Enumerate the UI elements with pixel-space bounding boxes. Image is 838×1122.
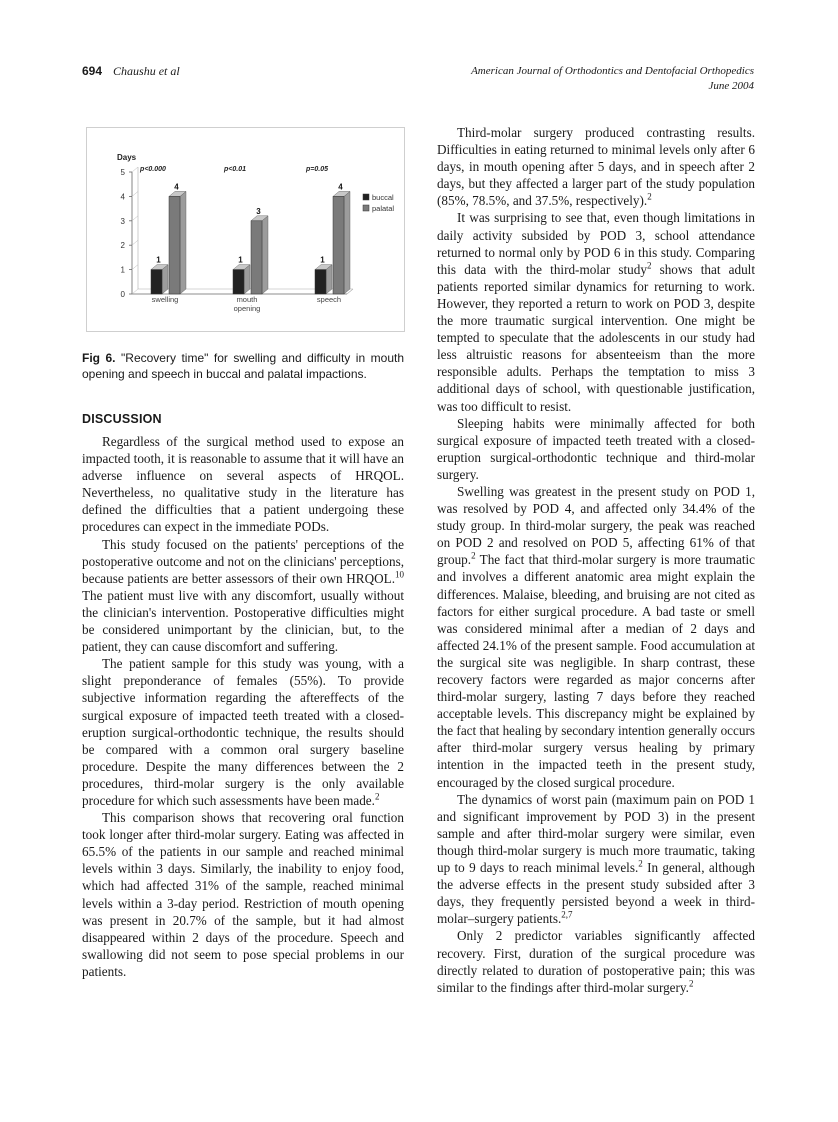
paragraph: This study focused on the patients' perceptions of the postoperative outcome and not on the clinicians' perceptions, because patients are better assessors of their own HRQOL.$^{10}$ The patient must live with any discomfort, usually without the clinician's intervention. Postoperative difficulties might be considered unimportant by the clinician, but, to the patient, they can cause discomfort and suffering. <box>82 536 404 655</box>
y-tick-label: 2 <box>120 241 125 251</box>
running-authors: Chaushu et al <box>113 64 180 78</box>
x-category-label: mouth <box>236 295 258 304</box>
legend-swatch-palatal <box>363 205 369 211</box>
paragraph: The dynamics of worst pain (maximum pain on POD 1 and significant improvement by POD 3) in the present sample and after third-molar surgery were similar, even though third-molar surgery is much more traumatic, taking up to 9 days to reach minimal levels.$^2$ In general, although the adverse effects in the present study subsided after 3 days, they frequently persisted beyond a week in third-molar–surgery patients.$^{2,7}$ <box>437 791 755 927</box>
x-category-label: speech <box>316 295 342 304</box>
legend-swatch-buccal <box>363 194 369 200</box>
running-header-left <box>82 64 180 79</box>
bar-buccal-1 <box>233 270 244 294</box>
p-value-label: p=0.05 <box>306 166 328 173</box>
citation: 2,7 <box>561 909 573 920</box>
y-tick-depth <box>132 289 138 294</box>
left-column-text <box>82 433 404 980</box>
y-tick-label: 5 <box>120 168 125 177</box>
bar-palatal-2 <box>333 196 344 294</box>
x-category-label: swelling <box>151 295 179 304</box>
paragraph: Third-molar surgery produced contrasting results. Difficulties in eating returned to minimal levels only after 6 days, in mouth opening after 5 days, and in speech after 2 days, but they affected a larger part of the study population (85%, 78.5%, and 37.5%, respectively).$^2$ <box>437 125 755 209</box>
bar-palatal-1-value-label: 3 <box>256 206 261 216</box>
p-value-label: p<0.01 <box>224 166 246 173</box>
running-header-right <box>394 64 754 94</box>
y-tick-label: 4 <box>120 192 125 202</box>
citation: 2 <box>646 260 652 271</box>
citation: 2 <box>647 191 652 202</box>
citation: 10 <box>395 569 404 580</box>
journal-title: American Journal of Orthodontics and Dentofacial Orthopedics <box>471 65 754 77</box>
paragraph: Swelling was greatest in the present study on POD 1, was resolved by POD 4, and affected only 34.4% of the study group. In third-molar surgery, the peak was reached on POD 2 and resolved on POD 5, affecting 61% of that group.$^2$ The fact that third-molar surgery is more traumatic and involves a different anatomic area might explain the differences. Malaise, bleeding, and bruising are not cited as factors for either surgical procedure. A bad taste or smell was considered minimal after a median of 2 days and affected 24.1% of the present sample. Food accumulation at the surgical site was negligible. In sharp contrast, these recovery factors were regarded as major concerns after third-molar surgery, lasting 7 days before they reached acceptable levels. This discrepancy might be explained by the fact that healing by secondary intention generally occurs after third-molar surgery versus healing by primary intention in the impacted teeth in the present study, encouraged by the closed surgical procedure. <box>437 483 755 790</box>
paragraph: The patient sample for this study was young, with a slight preponderance of females (55%). To provide subjective information regarding the aftereffects of the surgical exposure of impacted teeth treated with a closed-eruption surgical-orthodontic technique, the results should be compared with a common oral surgery baseline procedure. Despite the many differences between the 2 procedures, third-molar surgery is the only available procedure for which such assessments have been made.$^2$ <box>82 656 404 808</box>
legend-label-buccal: buccal <box>372 193 394 202</box>
paragraph: It was surprising to see that, even though limitations in daily activity subsided by POD 3, school attendance returned to normal only by POD 6 in this study. Comparing this data with the third-molar study$^2$ shows that adult patients reported similar dynamics for returning to work. However, they reported a return to work on POD 3, despite the more traumatic surgical intervention. One might be tempted to speculate that the adolescents in our study had less altruistic reasons for absenteeism than the more responsible adults. Perhaps the temptation to miss 3 additional days of school, with questionable justification, was too difficult to resist. <box>437 210 755 414</box>
paragraph: This comparison shows that recovering oral function took longer after third-molar surgery. Eating was affected in 65.5% of the patients in our sample and reached minimal levels within 3 days. Similarly, the inability to enjoy food, which had affected 31% of the sample, reached minimal levels within a 3-day period. Restriction of mouth opening was present in 20.7% of the sample, but it had almost disappeared within 2 days of the procedure. Speech and swallowing did not seem to pose special problems in our patients. <box>82 810 404 979</box>
citation: 2 <box>374 791 380 802</box>
recovery-time-chart <box>87 128 404 331</box>
section-heading-discussion: DISCUSSION <box>82 412 162 426</box>
y-tick-label: 3 <box>120 216 125 226</box>
bar-buccal-0-value-label: 1 <box>156 255 161 265</box>
y-tick-depth <box>132 216 138 221</box>
bar-palatal-2-value-label: 4 <box>338 182 343 192</box>
figure-6-box <box>86 127 405 332</box>
bar-buccal-1-value-label: 1 <box>238 255 243 265</box>
bar-buccal-2-value-label: 1 <box>320 255 325 265</box>
bar-palatal-2-side <box>344 191 350 294</box>
bar-buccal-0 <box>151 270 162 294</box>
bar-palatal-0-side <box>180 191 186 294</box>
citation: 2 <box>638 858 643 869</box>
bar-palatal-1 <box>251 221 262 294</box>
paragraph: Only 2 predictor variables significantly affected recovery. First, duration of the surgical procedure was directly related to duration of postoperative pain; this was similar to the findings after third-molar surgery.$^2$ <box>437 928 755 995</box>
x-category-label: opening <box>233 304 261 313</box>
y-axis-label: Days <box>117 153 137 162</box>
paragraph: Regardless of the surgical method used to expose an impacted tooth, it is reasonable to assume that it will have an adverse influence on several aspects of HRQOL. Nevertheless, no qualitative study in the literature has defined the difficulties that a patient undergoing these procedures can expect in the immediate PODs. <box>82 434 404 535</box>
right-column-text <box>437 124 755 996</box>
citation: 2 <box>688 978 694 989</box>
bar-palatal-1-side <box>262 216 268 294</box>
y-tick-label: 0 <box>120 290 125 299</box>
figure-caption-text: "Recovery time" for swelling and difficulty in mouth opening and speech in buccal and palatal impactions. <box>82 351 404 381</box>
p-value-label: p<0.000 <box>140 166 166 173</box>
y-tick-depth <box>132 191 138 196</box>
paragraph: Sleeping habits were minimally affected for both surgical exposure of impacted teeth treated with a closed-eruption surgical-orthodontic technique and third-molar surgery. <box>437 415 755 482</box>
bar-palatal-0 <box>169 196 180 294</box>
y-tick-depth <box>132 265 138 270</box>
bar-palatal-0-value-label: 4 <box>174 182 179 192</box>
y-tick-depth <box>132 167 138 172</box>
figure-caption <box>82 350 404 382</box>
bar-buccal-2 <box>315 270 326 294</box>
citation: 2 <box>471 550 476 561</box>
y-tick-label: 1 <box>120 265 125 275</box>
y-tick-depth <box>132 240 138 245</box>
issue-date: June 2004 <box>708 80 754 92</box>
page-number: 694 <box>82 64 103 78</box>
figure-label: Fig 6. <box>82 351 116 365</box>
legend-label-palatal: palatal <box>372 204 395 213</box>
